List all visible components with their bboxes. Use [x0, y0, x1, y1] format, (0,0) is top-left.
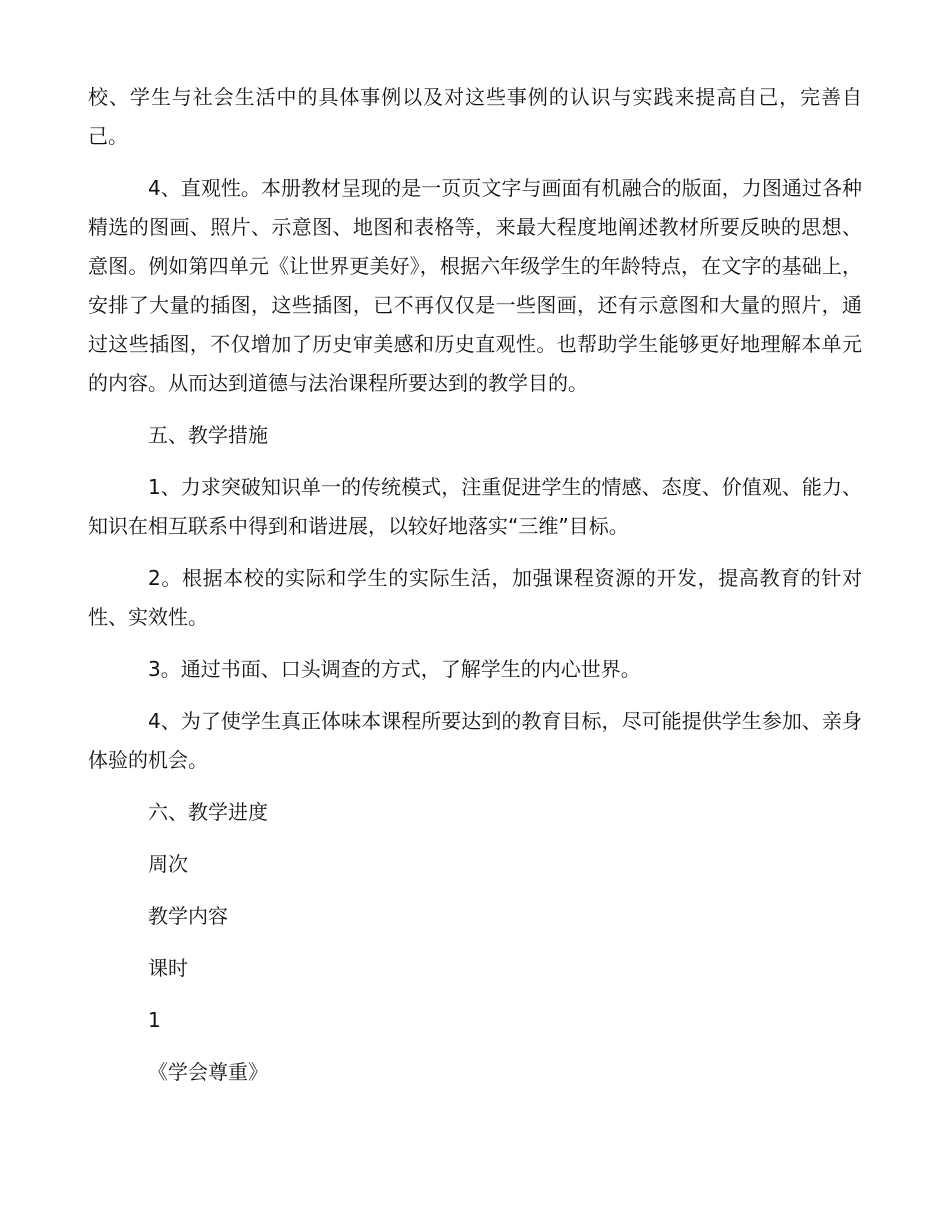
schedule-header-week: 周次 [148, 852, 188, 876]
measure-item-1: 1、力求突破知识单一的传统模式，注重促进学生的情感、态度、价值观、能力、知识在相互联系中得到和谐进展，以较好地落实“三维”目标。 [88, 475, 862, 538]
paragraph-intuitiveness: 4、直观性。本册教材呈现的是一页页文字与画面有机融合的版面，力图通过各种精选的图画、照片、示意图、地图和表格等，来最大程度地阐述教材所要反映的思想、意图。例如第四单元《让世界更美好》，根据六年级学生的年龄特点，在文字的基础上，安排了大量的插图，这些插图，已不再仅仅是一些图画，还有示意图和大量的照片，通过这些插图，不仅增加了历史审美感和历史直观性。也帮助学生能够更好地理解本单元的内容。从而达到道德与法治课程所要达到的教学目的。 [88, 176, 862, 395]
measure-item-4: 4、为了使学生真正体味本课程所要达到的教育目标，尽可能提供学生参加、亲身体验的机会。 [88, 709, 862, 772]
section-title-teaching-schedule: 六、教学进度 [148, 800, 268, 824]
measure-item-2: 2。根据本校的实际和学生的实际生活，加强课程资源的开发，提高教育的针对性、实效性。 [88, 566, 862, 629]
section-title-teaching-measures: 五、教学措施 [148, 423, 268, 447]
paragraph-continuation: 校、学生与社会生活中的具体事例以及对这些事例的认识与实践来提高自己，完善自己。 [88, 85, 862, 148]
schedule-row1-week: 1 [148, 1008, 161, 1032]
schedule-row1-content: 《学会尊重》 [148, 1060, 268, 1084]
schedule-header-hours: 课时 [148, 956, 188, 980]
measure-item-3: 3。通过书面、口头调查的方式，了解学生的内心世界。 [148, 657, 641, 681]
schedule-header-content: 教学内容 [148, 904, 228, 928]
